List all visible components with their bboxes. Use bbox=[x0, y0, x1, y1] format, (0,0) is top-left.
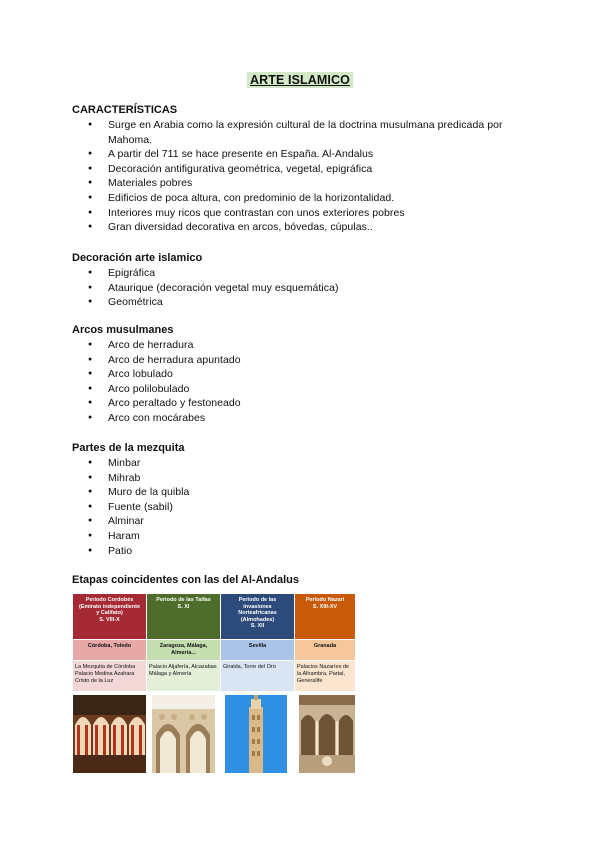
table-column bbox=[295, 594, 355, 691]
section-heading: Etapas coincidentes con las del Al-Andalus bbox=[72, 574, 299, 586]
list-item: ● Haram bbox=[72, 529, 542, 544]
photo-aljaferia bbox=[152, 695, 215, 773]
header-line: S. VIII-X bbox=[99, 616, 120, 623]
section-mezquita bbox=[72, 441, 542, 558]
list-item: ● Surge en Arabia como la expresión cultural de la doctrina musulmana predicada por Mahoma. bbox=[72, 118, 542, 147]
list-item: ● Arco de herradura apuntado bbox=[72, 353, 542, 368]
bullet-list bbox=[72, 266, 542, 310]
monuments-cell: La Mezquita de Córdoba Palacio Medina Azahara Cristo de la Luz bbox=[73, 661, 146, 691]
aljaferia-arches-image bbox=[152, 695, 215, 773]
section-etapas bbox=[72, 573, 542, 588]
section-caracteristicas bbox=[72, 103, 542, 235]
monuments-cell: Giralda, Torre del Oro bbox=[221, 661, 294, 691]
list-item: ● Arco polilobulado bbox=[72, 382, 542, 397]
header-line: invasiones bbox=[243, 603, 272, 610]
list-item: ● Materiales pobres bbox=[72, 176, 542, 191]
list-item: ● Decoración antifigurativa geométrica, vegetal, epigráfica bbox=[72, 162, 542, 177]
header-line: S. XI bbox=[177, 603, 190, 610]
header-line: Periodo de las Taifas bbox=[156, 597, 211, 603]
etapas-table bbox=[73, 594, 355, 691]
section-arcos bbox=[72, 323, 542, 426]
list-item: ● Arco de herradura bbox=[72, 338, 542, 353]
header-line: Periodo Nazarí bbox=[305, 597, 345, 603]
table-column bbox=[221, 594, 294, 691]
list-item: ● Geométrica bbox=[72, 295, 542, 310]
section-heading: Arcos musulmanes bbox=[72, 324, 174, 336]
header-line: (Almohades) bbox=[240, 616, 275, 623]
bullet-list bbox=[72, 456, 542, 558]
header-line: Norteafricanas bbox=[238, 610, 277, 616]
table-column bbox=[147, 594, 220, 691]
header-line: (Emirato independiente bbox=[78, 603, 141, 610]
list-item: ● Mihrab bbox=[72, 471, 542, 486]
header-line: Periodo Cordobés bbox=[85, 597, 134, 603]
section-heading: CARACTERÍSTICAS bbox=[72, 104, 178, 116]
etapas-figure bbox=[73, 594, 355, 774]
list-item: ● Minbar bbox=[72, 456, 542, 471]
list-item: ● Edificios de poca altura, con predominio de la horizontalidad. bbox=[72, 191, 542, 206]
list-item: ● Arco lobulado bbox=[72, 367, 542, 382]
mezquita-arches-image bbox=[73, 695, 146, 773]
monuments-cell: Palacios Nazaríes de la Alhambra, Partal, Generalife bbox=[295, 661, 355, 691]
list-item: ● Muro de la quibla bbox=[72, 485, 542, 500]
header-line: S. XII bbox=[250, 623, 265, 629]
table-column bbox=[73, 594, 146, 691]
city-cell: Zaragoza, Málaga, Almería... bbox=[147, 640, 220, 660]
list-item: ● Arco peraltado y festoneado bbox=[72, 396, 542, 411]
column-header bbox=[221, 594, 294, 639]
list-item: ● Epigráfica bbox=[72, 266, 542, 281]
list-item: ● Gran diversidad decorativa en arcos, bóvedas, cúpulas.. bbox=[72, 220, 542, 235]
section-heading: Partes de la mezquita bbox=[72, 442, 185, 454]
header-line: Periodo de las bbox=[238, 597, 277, 603]
column-header bbox=[73, 594, 146, 639]
list-item: ● Interiores muy ricos que contrastan con unos exteriores pobres bbox=[72, 206, 542, 221]
bullet-list bbox=[72, 118, 542, 235]
column-header bbox=[147, 594, 220, 639]
list-item: ● Ataurique (decoración vegetal muy esquemática) bbox=[72, 281, 542, 296]
photo-giralda bbox=[225, 695, 287, 773]
list-item: ● Alminar bbox=[72, 514, 542, 529]
city-cell: Sevilla bbox=[221, 640, 294, 660]
list-item: ● Arco con mocárabes bbox=[72, 411, 542, 426]
city-cell: Córdoba, Toledo bbox=[73, 640, 146, 660]
list-item: ● Fuente (sabil) bbox=[72, 500, 542, 515]
bullet-list bbox=[72, 338, 542, 426]
section-decoracion bbox=[72, 251, 542, 310]
list-item: ● A partir del 711 se hace presente en España. Al-Andalus bbox=[72, 147, 542, 162]
monuments-cell: Palacio Aljafería, Alcazabas Málaga y Almería bbox=[147, 661, 220, 691]
list-item: ● Patio bbox=[72, 544, 542, 559]
photo-mezquita-cordoba bbox=[73, 695, 146, 773]
title-wrap bbox=[0, 71, 600, 89]
photo-alhambra bbox=[299, 695, 355, 773]
giralda-image bbox=[225, 695, 287, 773]
column-header bbox=[295, 594, 355, 639]
section-heading: Decoración arte islamico bbox=[72, 252, 203, 264]
header-line: S. XIII-XV bbox=[312, 603, 338, 610]
alhambra-patio-image bbox=[299, 695, 355, 773]
header-line: y Califato) bbox=[96, 610, 123, 616]
page-title: ARTE ISLAMICO bbox=[247, 72, 353, 88]
city-cell: Granada bbox=[295, 640, 355, 660]
